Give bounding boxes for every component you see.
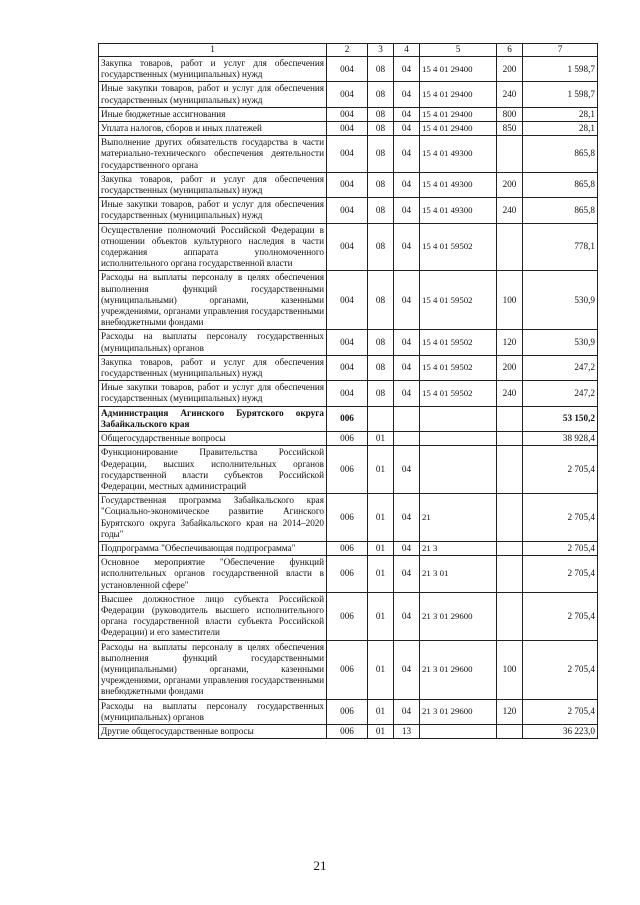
table-row (99, 592, 598, 640)
expense-type (497, 432, 523, 446)
ministry-code: 006 (327, 699, 368, 724)
expense-type: 120 (497, 699, 523, 724)
subsection-code: 04 (394, 699, 420, 724)
ministry-code: 006 (327, 406, 368, 431)
amount: 1 598,7 (523, 57, 598, 82)
row-name: Высшее должностное лицо субъекта Российской Федерации (руководитель высшего исполнительного органа государственной власти субъекта Российской Федерации) и его заместители (99, 592, 327, 640)
subsection-code: 04 (394, 556, 420, 593)
subsection-code: 04 (394, 271, 420, 330)
amount: 247,2 (523, 381, 598, 406)
amount: 53 150,2 (523, 406, 598, 431)
expense-type: 200 (497, 57, 523, 82)
subsection-code: 04 (394, 355, 420, 380)
header-col-3: 3 (368, 44, 394, 57)
expense-type (497, 494, 523, 542)
subsection-code: 04 (394, 107, 420, 121)
amount: 36 223,0 (523, 724, 598, 738)
section-code: 08 (368, 136, 394, 173)
row-name: Другие общегосударственные вопросы (99, 724, 327, 738)
section-code: 08 (368, 330, 394, 355)
ministry-code: 004 (327, 355, 368, 380)
target-article: 21 3 01 29600 (420, 592, 497, 640)
target-article: 15 4 01 59502 (420, 223, 497, 271)
row-name: Общегосударственные вопросы (99, 432, 327, 446)
expense-type: 120 (497, 330, 523, 355)
table-row (99, 541, 598, 555)
header-col-5: 5 (420, 44, 497, 57)
ministry-code: 006 (327, 446, 368, 494)
amount: 2 705,4 (523, 592, 598, 640)
ministry-code: 006 (327, 541, 368, 555)
page-number: 21 (313, 858, 327, 873)
expense-type (497, 446, 523, 494)
amount: 28,1 (523, 107, 598, 121)
amount: 1 598,7 (523, 82, 598, 107)
subsection-code: 13 (394, 724, 420, 738)
subsection-code: 04 (394, 198, 420, 223)
amount: 38 928,4 (523, 432, 598, 446)
table-row (99, 355, 598, 380)
row-name: Закупка товаров, работ и услуг для обеспечения государственных (муниципальных) нужд (99, 172, 327, 197)
section-code: 01 (368, 541, 394, 555)
expense-type: 240 (497, 198, 523, 223)
row-name: Иные закупки товаров, работ и услуг для обеспечения государственных (муниципальных) нужд (99, 82, 327, 107)
target-article: 21 3 01 29600 (420, 699, 497, 724)
target-article: 21 3 (420, 541, 497, 555)
target-article: 15 4 01 59502 (420, 330, 497, 355)
target-article: 15 4 01 49300 (420, 172, 497, 197)
section-code: 01 (368, 494, 394, 542)
ministry-code: 004 (327, 198, 368, 223)
section-code: 01 (368, 432, 394, 446)
subsection-code (394, 406, 420, 431)
row-name: Иные закупки товаров, работ и услуг для обеспечения государственных (муниципальных) нужд (99, 381, 327, 406)
section-code: 08 (368, 223, 394, 271)
expense-type: 200 (497, 355, 523, 380)
section-code: 08 (368, 355, 394, 380)
target-article (420, 724, 497, 738)
section-code: 01 (368, 724, 394, 738)
ministry-code: 006 (327, 494, 368, 542)
row-name: Выполнение других обязательств государства в части материально-технического обеспечения деятельности государственного органа (99, 136, 327, 173)
target-article: 15 4 01 29400 (420, 122, 497, 136)
section-code: 01 (368, 592, 394, 640)
ministry-code: 004 (327, 271, 368, 330)
expense-type: 100 (497, 640, 523, 699)
target-article: 15 4 01 29400 (420, 82, 497, 107)
target-article: 15 4 01 29400 (420, 107, 497, 121)
table-row (99, 271, 598, 330)
amount: 2 705,4 (523, 494, 598, 542)
table-row (99, 82, 598, 107)
row-name: Подпрограмма "Обеспечивающая подпрограмма" (99, 541, 327, 555)
ministry-code: 006 (327, 556, 368, 593)
table-row (99, 57, 598, 82)
expense-type (497, 724, 523, 738)
row-name: Закупка товаров, работ и услуг для обеспечения государственных (муниципальных) нужд (99, 57, 327, 82)
section-code: 01 (368, 699, 394, 724)
row-name: Расходы на выплаты персоналу в целях обеспечения выполнения функций государственными (муниципальными) органами, казенными учреждениями, органами управления государственными внебюджетными фондами (99, 640, 327, 699)
table-row (99, 136, 598, 173)
subsection-code: 04 (394, 82, 420, 107)
target-article: 15 4 01 59502 (420, 271, 497, 330)
row-name: Закупка товаров, работ и услуг для обеспечения государственных (муниципальных) нужд (99, 355, 327, 380)
table-row (99, 198, 598, 223)
table-row (99, 556, 598, 593)
section-code: 08 (368, 271, 394, 330)
ministry-code: 004 (327, 107, 368, 121)
subsection-code: 04 (394, 122, 420, 136)
subsection-code: 04 (394, 640, 420, 699)
table-row (99, 699, 598, 724)
header-col-4: 4 (394, 44, 420, 57)
subsection-code: 04 (394, 172, 420, 197)
target-article (420, 432, 497, 446)
section-code: 08 (368, 122, 394, 136)
section-code: 08 (368, 198, 394, 223)
ministry-code: 004 (327, 172, 368, 197)
section-code: 08 (368, 82, 394, 107)
amount: 2 705,4 (523, 446, 598, 494)
amount: 247,2 (523, 355, 598, 380)
ministry-code: 006 (327, 640, 368, 699)
subsection-code: 04 (394, 136, 420, 173)
expense-type: 850 (497, 122, 523, 136)
target-article (420, 446, 497, 494)
expense-type: 200 (497, 172, 523, 197)
row-name: Расходы на выплаты персоналу в целях обеспечения выполнения функций государственными (муниципальными) органами, казенными учреждениями, органами управления государственными внебюджетными фондами (99, 271, 327, 330)
amount: 865,8 (523, 172, 598, 197)
row-name: Уплата налогов, сборов и иных платежей (99, 122, 327, 136)
subsection-code: 04 (394, 494, 420, 542)
target-article: 15 4 01 49300 (420, 136, 497, 173)
target-article: 15 4 01 29400 (420, 57, 497, 82)
expense-type (497, 406, 523, 431)
section-code: 01 (368, 640, 394, 699)
section-code: 08 (368, 107, 394, 121)
subsection-code: 04 (394, 541, 420, 555)
target-article: 21 3 01 29600 (420, 640, 497, 699)
table-row (99, 640, 598, 699)
expense-type: 100 (497, 271, 523, 330)
header-col-2: 2 (327, 44, 368, 57)
table-body (99, 57, 598, 739)
expense-type (497, 223, 523, 271)
section-code: 08 (368, 57, 394, 82)
table-row (99, 381, 598, 406)
row-name: Иные бюджетные ассигнования (99, 107, 327, 121)
amount: 778,1 (523, 223, 598, 271)
ministry-code: 004 (327, 136, 368, 173)
amount: 865,8 (523, 198, 598, 223)
target-article: 21 3 01 (420, 556, 497, 593)
header-col-1: 1 (99, 44, 327, 57)
budget-table (98, 43, 598, 739)
expense-type (497, 136, 523, 173)
ministry-code: 006 (327, 592, 368, 640)
expense-type: 240 (497, 82, 523, 107)
target-article (420, 406, 497, 431)
expense-type (497, 592, 523, 640)
row-name: Осуществление полномочий Российской Федерации в отношении объектов культурного наследия в части содержания аппарата уполномоченного исполнительного органа государственной власти (99, 223, 327, 271)
section-code: 08 (368, 172, 394, 197)
expense-type: 240 (497, 381, 523, 406)
ministry-code: 004 (327, 82, 368, 107)
table-row (99, 432, 598, 446)
subsection-code: 04 (394, 592, 420, 640)
section-code: 08 (368, 381, 394, 406)
row-name: Расходы на выплаты персоналу государственных (муниципальных) органов (99, 330, 327, 355)
subsection-code: 04 (394, 381, 420, 406)
row-name: Расходы на выплаты персоналу государственных (муниципальных) органов (99, 699, 327, 724)
subsection-code (394, 432, 420, 446)
ministry-code: 004 (327, 57, 368, 82)
table-row (99, 494, 598, 542)
amount: 530,9 (523, 271, 598, 330)
row-name: Иные закупки товаров, работ и услуг для обеспечения государственных (муниципальных) нужд (99, 198, 327, 223)
header-col-6: 6 (497, 44, 523, 57)
row-name: Администрация Агинского Бурятского округа Забайкальского края (99, 406, 327, 431)
row-name: Основное мероприятие "Обеспечение функций исполнительных органов государственной власти в установленной сфере" (99, 556, 327, 593)
subsection-code: 04 (394, 446, 420, 494)
amount: 530,9 (523, 330, 598, 355)
amount: 2 705,4 (523, 640, 598, 699)
amount: 28,1 (523, 122, 598, 136)
expense-type: 800 (497, 107, 523, 121)
row-name: Функционирование Правительства Российской Федерации, высших исполнительных органов государственной власти субъектов Российской Федерации, местных администраций (99, 446, 327, 494)
table-row (99, 122, 598, 136)
target-article: 15 4 01 59502 (420, 381, 497, 406)
target-article: 15 4 01 59502 (420, 355, 497, 380)
ministry-code: 006 (327, 724, 368, 738)
section-code: 01 (368, 446, 394, 494)
ministry-code: 004 (327, 381, 368, 406)
table-row (99, 330, 598, 355)
amount: 2 705,4 (523, 556, 598, 593)
table-row (99, 172, 598, 197)
table-header-row (99, 44, 598, 57)
ministry-code: 006 (327, 432, 368, 446)
table-row (99, 406, 598, 431)
target-article: 15 4 01 49300 (420, 198, 497, 223)
section-code: 01 (368, 556, 394, 593)
expense-type (497, 541, 523, 555)
amount: 865,8 (523, 136, 598, 173)
table-row (99, 724, 598, 738)
subsection-code: 04 (394, 57, 420, 82)
table-row (99, 446, 598, 494)
subsection-code: 04 (394, 330, 420, 355)
ministry-code: 004 (327, 223, 368, 271)
ministry-code: 004 (327, 330, 368, 355)
section-code (368, 406, 394, 431)
amount: 2 705,4 (523, 541, 598, 555)
header-col-7: 7 (523, 44, 598, 57)
table-row (99, 107, 598, 121)
subsection-code: 04 (394, 223, 420, 271)
amount: 2 705,4 (523, 699, 598, 724)
ministry-code: 004 (327, 122, 368, 136)
row-name: Государственная программа Забайкальского края "Социально-экономическое развитие Агинского Бурятского округа Забайкальского края на 2014–2020 годы" (99, 494, 327, 542)
expense-type (497, 556, 523, 593)
table-row (99, 223, 598, 271)
target-article: 21 (420, 494, 497, 542)
